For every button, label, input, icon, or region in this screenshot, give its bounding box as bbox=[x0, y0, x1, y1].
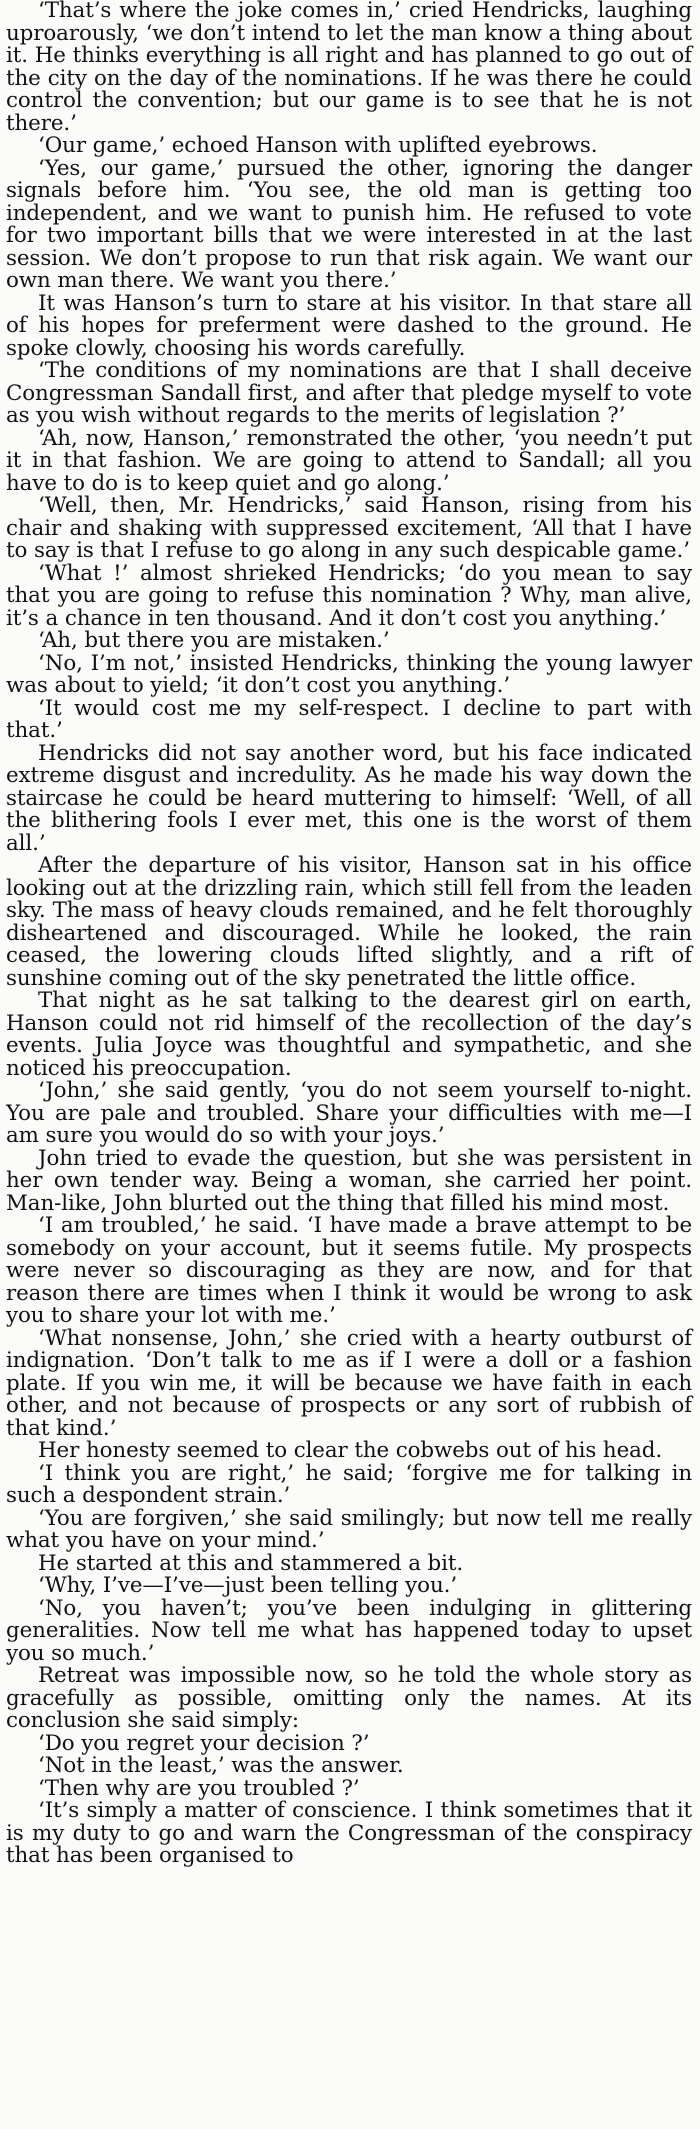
paragraph: ‘Not in the least,’ was the answer. bbox=[38, 1753, 404, 1778]
paragraph: ‘What nonsense, John,’ she cried with a hearty outburst of indignation. ‘Don’t talk to me as if I were a doll or a fashion plate. If you win me, it will be because we have faith in each other, and not because of prospects or any sort of rubbish of that kind.’ bbox=[6, 1325, 692, 1441]
paragraph: ‘Then why are you troubled ?’ bbox=[38, 1775, 360, 1801]
paragraph: Hendricks did not say another word, but his face indicated extreme disgust and incredulity. As he made his way down the staircase he could be heard muttering to himself: ‘Well, of all the blithering fools I ever met, this one is the worst of them all.’ bbox=[6, 740, 692, 856]
article-column bbox=[6, 0, 692, 1868]
paragraph: John tried to evade the question, but she was persistent in her own tender way. Being a woman, she carried her point. Man-like, John blurted out the thing that filled his mind most. bbox=[6, 1145, 692, 1216]
paragraph: Retreat was impossible now, so he told the whole story as gracefully as possible, omitting only the names. At its conclusion she said simply: bbox=[6, 1663, 692, 1733]
paragraph: ‘Ah, but there you are mistaken.’ bbox=[38, 628, 390, 653]
paragraph: Her honesty seemed to clear the cobwebs out of his head. bbox=[38, 1438, 663, 1463]
paragraph: After the departure of his visitor, Hanson sat in his office looking out at the drizzling rain, which still fell from the leaden sky. The mass of heavy clouds remained, and he felt thoroughly disheartened and discouraged. While he looked, the rain ceased, the lowering clouds lifted slightly, and a rift of sunshine coming out of the sky penetrated the little office. bbox=[6, 853, 692, 991]
paragraph: ‘Yes, our game,’ pursued the other, ignoring the danger signals before him. ‘You see, the old man is getting too independent, and we want to punish him. He refused to vote for two important bills that we were interested in at the last session. We don’t propose to run that risk again. We want our own man there. We want you there.’ bbox=[6, 155, 692, 293]
paragraph: ‘No, you haven’t; you’ve been indulging in glittering generalities. Now tell me what has happened today to upset you so much.’ bbox=[6, 1595, 692, 1666]
paragraph: That night as he sat talking to the dearest girl on earth, Hanson could not rid himself of the recollection of the day’s events. Julia Joyce was thoughtful and sympathetic, and she noticed his preoccupation. bbox=[6, 988, 692, 1081]
paragraph: ‘That’s where the joke comes in,’ cried Hendricks, laughing uproarously, ‘we don’t intend to let the man know a thing about it. He thinks everything is all right and has planned to go out of the city on the day of the nominations. If he was there he could control the convention; but our game is to see that he is not there.’ bbox=[6, 0, 692, 136]
paragraph: He started at this and stammered a bit. bbox=[38, 1550, 464, 1576]
paragraph: ‘The conditions of my nominations are that I shall deceive Congressman Sandall first, and after that pledge myself to vote as you wish without regards to the merits of legislation ?’ bbox=[6, 358, 692, 428]
paragraph: ‘No, I’m not,’ insisted Hendricks, thinking the young lawyer was about to yield; ‘it don’t cost you anything.’ bbox=[6, 650, 692, 698]
paragraph: ‘It’s simply a matter of conscience. I think sometimes that it is my duty to go and warn the Congressman of the conspiracy that has been organised to bbox=[6, 1798, 692, 1868]
paragraph: ‘Do you regret your decision ?’ bbox=[38, 1730, 370, 1756]
paragraph: ‘I think you are right,’ he said; ‘forgive me for talking in such a despondent strain.’ bbox=[6, 1460, 692, 1508]
paragraph: ‘I am troubled,’ he said. ‘I have made a brave attempt to be somebody on your account, but it seems futile. My prospects were never so discouraging as they are now, and for that reason there are times when I think it would be wrong to ask you to share your lot with me.’ bbox=[6, 1213, 692, 1328]
paragraph: It was Hanson’s turn to stare at his visitor. In that stare all of his hopes for preferment were dashed to the ground. He spoke clowly, choosing his words carefully. bbox=[6, 290, 692, 361]
paragraph: ‘You are forgiven,’ she said smilingly; but now tell me really what you have on your mind.’ bbox=[6, 1505, 692, 1553]
paragraph: ‘What !’ almost shrieked Hendricks; ‘do you mean to say that you are going to refuse this nomination ? Why, man alive, it’s a chance in ten thousand. And it don’t cost you anything.’ bbox=[6, 560, 692, 631]
paragraph: ‘John,’ she said gently, ‘you do not seem yourself to-night. You are pale and troubled. Share your difficulties with me—I am sure you would do so with your joys.’ bbox=[6, 1078, 692, 1148]
paragraph: ‘Well, then, Mr. Hendricks,’ said Hanson, rising from his chair and shaking with suppressed excitement, ‘All that I have to say is that I refuse to go along in any such despicable game.’ bbox=[6, 493, 692, 563]
paragraph: ‘It would cost me my self-respect. I decline to part with that.’ bbox=[6, 695, 692, 743]
paragraph: ‘Ah, now, Hanson,’ remonstrated the other, ‘you needn’t put it in that fashion. We are going to attend to Sandall; all you have to do is to keep quiet and go along.’ bbox=[6, 425, 692, 496]
paragraph: ‘Why, I’ve—I’ve—just been telling you.’ bbox=[38, 1573, 458, 1598]
paragraph: ‘Our game,’ echoed Hanson with uplifted eyebrows. bbox=[38, 133, 598, 158]
